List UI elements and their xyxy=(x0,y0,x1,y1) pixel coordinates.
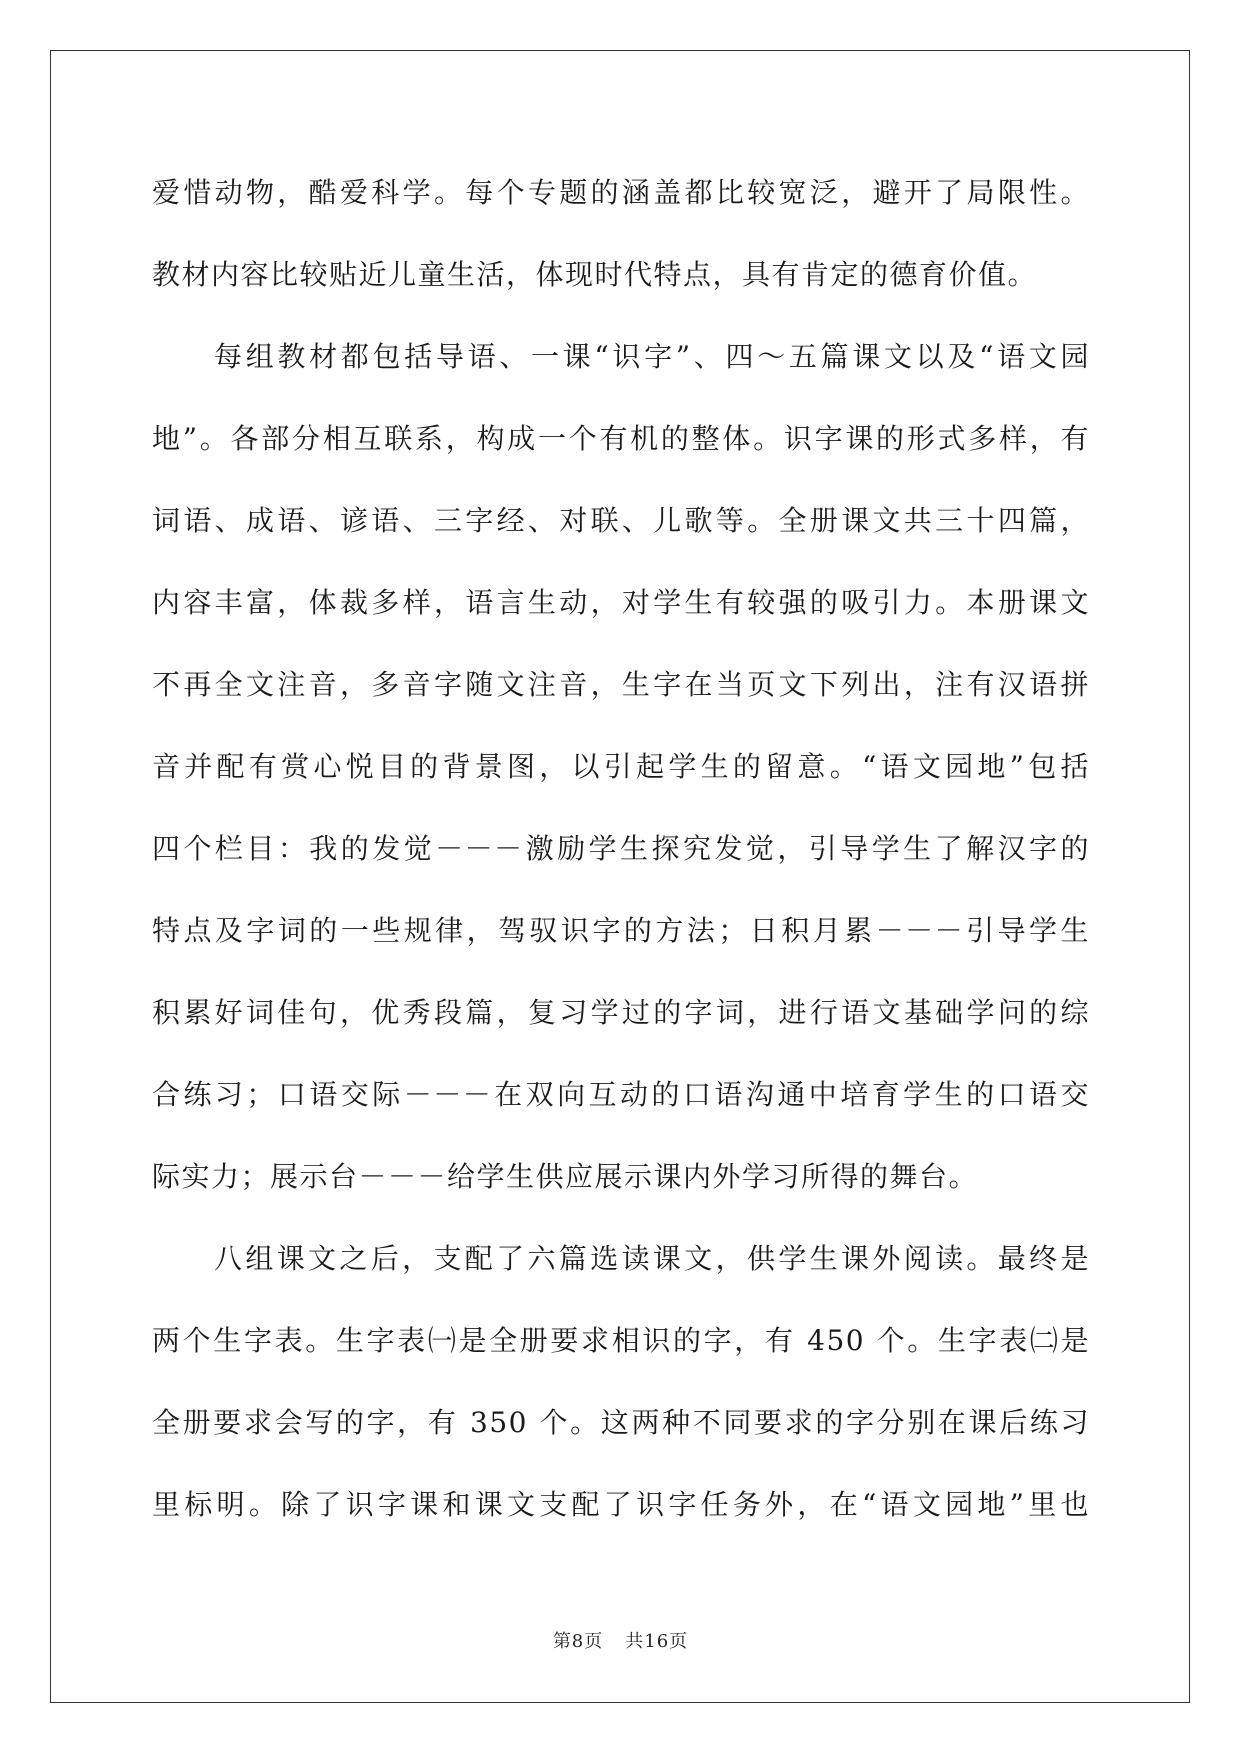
text-line: 不再全文注音，多音字随文注音，生字在当页文下列出，注有汉语拼 xyxy=(152,668,1090,701)
text-line: 全册要求会写的字，有 350 个。这两种不同要求的字分别在课后练习 xyxy=(152,1406,1090,1439)
text-line: 四个栏目：我的发觉－－－激励学生探究发觉，引导学生了解汉字的 xyxy=(152,832,1090,865)
text-line: 积累好词佳句，优秀段篇，复习学过的字词，进行语文基础学问的综 xyxy=(152,996,1090,1029)
text-line: 教材内容比较贴近儿童生活，体现时代特点，具有肯定的德育价值。 xyxy=(152,258,1038,291)
page-number: 第8页 xyxy=(552,1631,604,1652)
text-line: 内容丰富，体裁多样，语言生动，对学生有较强的吸引力。本册课文 xyxy=(152,586,1090,619)
text-line: 特点及字词的一些规律，驾驭识字的方法；日积月累－－－引导学生 xyxy=(152,914,1090,947)
text-line: 每组教材都包括导语、一课“识字”、四～五篇课文以及“语文园 xyxy=(214,340,1090,373)
text-line: 地”。各部分相互联系，构成一个有机的整体。识字课的形式多样，有 xyxy=(152,422,1090,455)
document-body xyxy=(152,152,1090,1546)
text-line: 合练习；口语交际－－－在双向互动的口语沟通中培育学生的口语交 xyxy=(152,1078,1090,1111)
text-line: 八组课文之后，支配了六篇选读课文，供学生课外阅读。最终是 xyxy=(214,1242,1090,1275)
page-footer xyxy=(0,1627,1241,1653)
text-line: 两个生字表。生字表㈠是全册要求相识的字，有 450 个。生字表㈡是 xyxy=(152,1324,1090,1357)
text-line: 音并配有赏心悦目的背景图，以引起学生的留意。“语文园地”包括 xyxy=(152,750,1090,783)
text-line: 爱惜动物，酷爱科学。每个专题的涵盖都比较宽泛，避开了局限性。 xyxy=(152,176,1090,209)
text-line: 际实力；展示台－－－给学生供应展示课内外学习所得的舞台。 xyxy=(152,1160,979,1193)
text-line: 词语、成语、谚语、三字经、对联、儿歌等。全册课文共三十四篇， xyxy=(152,504,1090,537)
text-line: 里标明。除了识字课和课文支配了识字任务外，在“语文园地”里也 xyxy=(152,1488,1090,1521)
page-total: 共16页 xyxy=(625,1631,689,1652)
